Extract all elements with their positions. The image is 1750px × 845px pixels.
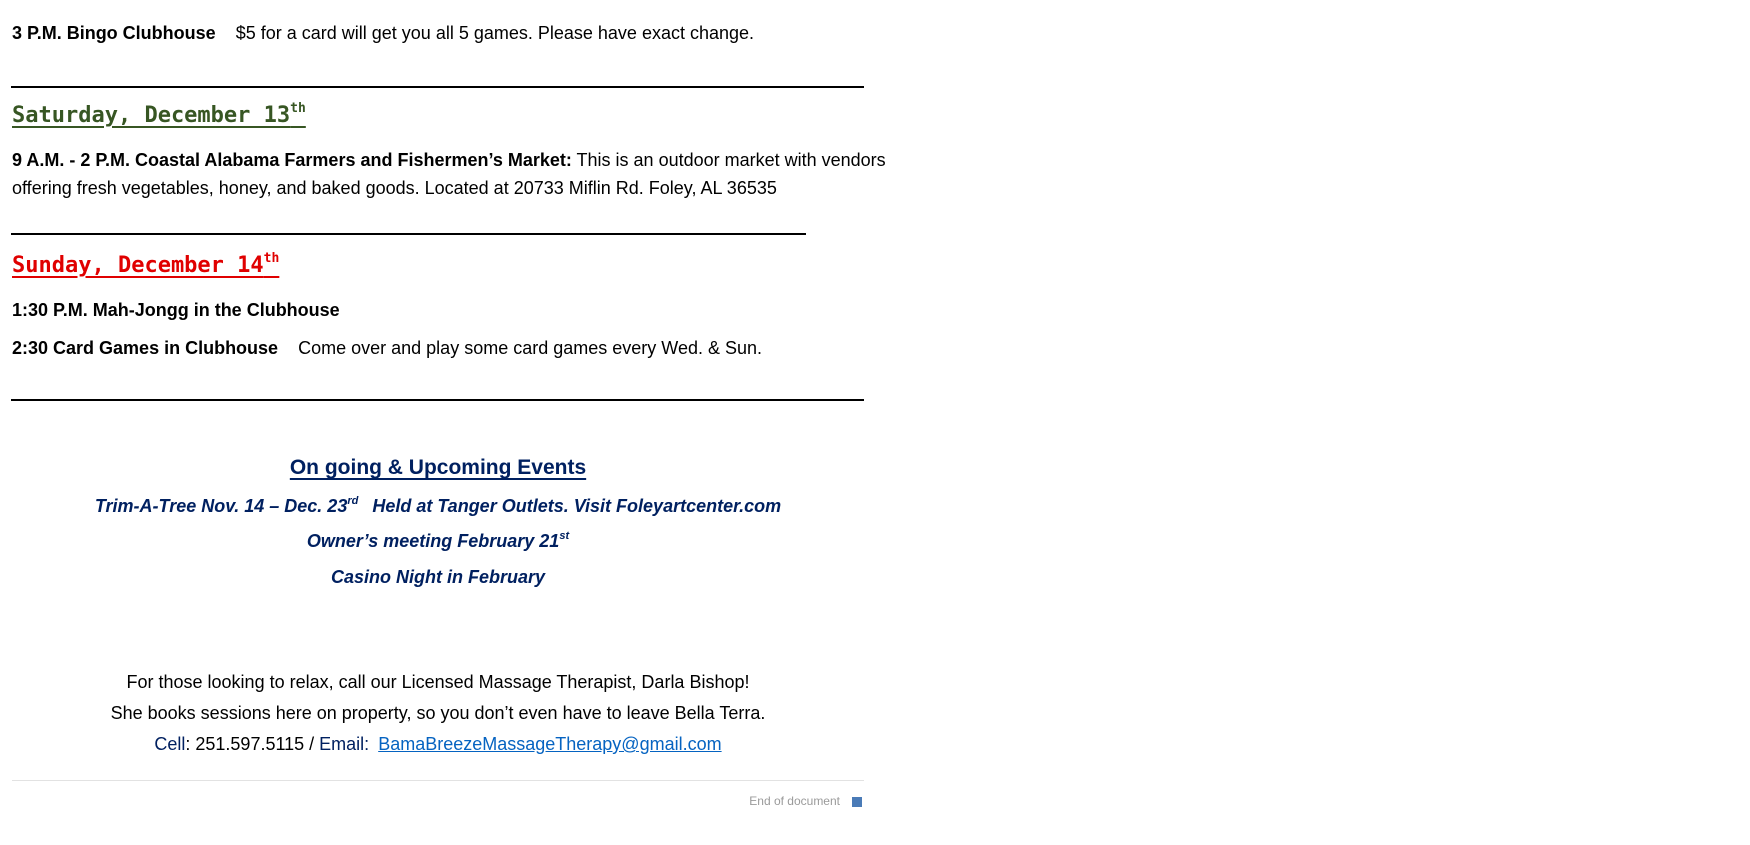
section-divider [11,399,864,401]
owners-meeting-suffix: st [559,530,570,542]
cell-label: Cell [154,734,186,754]
bingo-line [12,21,754,45]
market-text-2: offering fresh vegetables, honey, and baked goods. Located at 20733 Miflin Rd. Foley, AL 36535 [12,178,777,198]
email-link[interactable]: BamaBreezeMassageTherapy@gmail.com [378,734,722,754]
saturday-heading [12,102,306,130]
upcoming-title: On going & Upcoming Events [289,456,587,479]
massage-line-1: For those looking to relax, call our Licensed Massage Therapist, Darla Bishop! [126,672,750,692]
saturday-heading-text: Saturday, December 13 [12,103,291,128]
end-of-document-label: End of document [749,794,840,808]
massage-contact-line [12,732,864,756]
sunday-heading [12,252,279,280]
trim-a-tree-line [12,494,864,518]
end-of-document-icon [852,797,862,807]
end-divider [12,780,864,781]
saturday-heading-suffix: th [290,101,306,116]
section-divider [11,86,864,88]
cell-number: : 251.597.5115 / [185,734,320,754]
trim-a-tree-date: Trim-A-Tree Nov. 14 – Dec. 23 [94,496,348,516]
mahjongg-line: 1:30 P.M. Mah-Jongg in the Clubhouse [12,300,340,320]
trim-a-tree-suffix: rd [347,495,359,507]
card-games-line [12,336,762,360]
email-label: Email: [319,734,370,754]
massage-line-2: She books sessions here on property, so you don’t even have to leave Bella Terra. [110,703,766,723]
section-divider [11,233,806,235]
market-line-2 [12,176,777,200]
market-text-1: This is an outdoor market with vendors [571,150,886,170]
bingo-title: 3 P.M. Bingo Clubhouse [12,23,216,43]
market-line-1 [12,148,886,172]
trim-a-tree-details: Held at Tanger Outlets. Visit Foleyartcenter.com [372,496,782,516]
market-title: 9 A.M. - 2 P.M. Coastal Alabama Farmers and Fishermen’s Market: [12,150,572,170]
card-games-text: Come over and play some card games every Wed. & Sun. [298,338,762,358]
sunday-heading-text: Sunday, December 14 [12,253,264,278]
owners-meeting-text: Owner’s meeting February 21 [306,531,560,551]
card-games-title: 2:30 Card Games in Clubhouse [12,338,279,358]
owners-meeting-line [12,529,864,553]
bingo-text: $5 for a card will get you all 5 games. Please have exact change. [235,23,755,43]
sunday-heading-suffix: th [263,251,280,266]
casino-night-line: Casino Night in February [330,567,546,587]
